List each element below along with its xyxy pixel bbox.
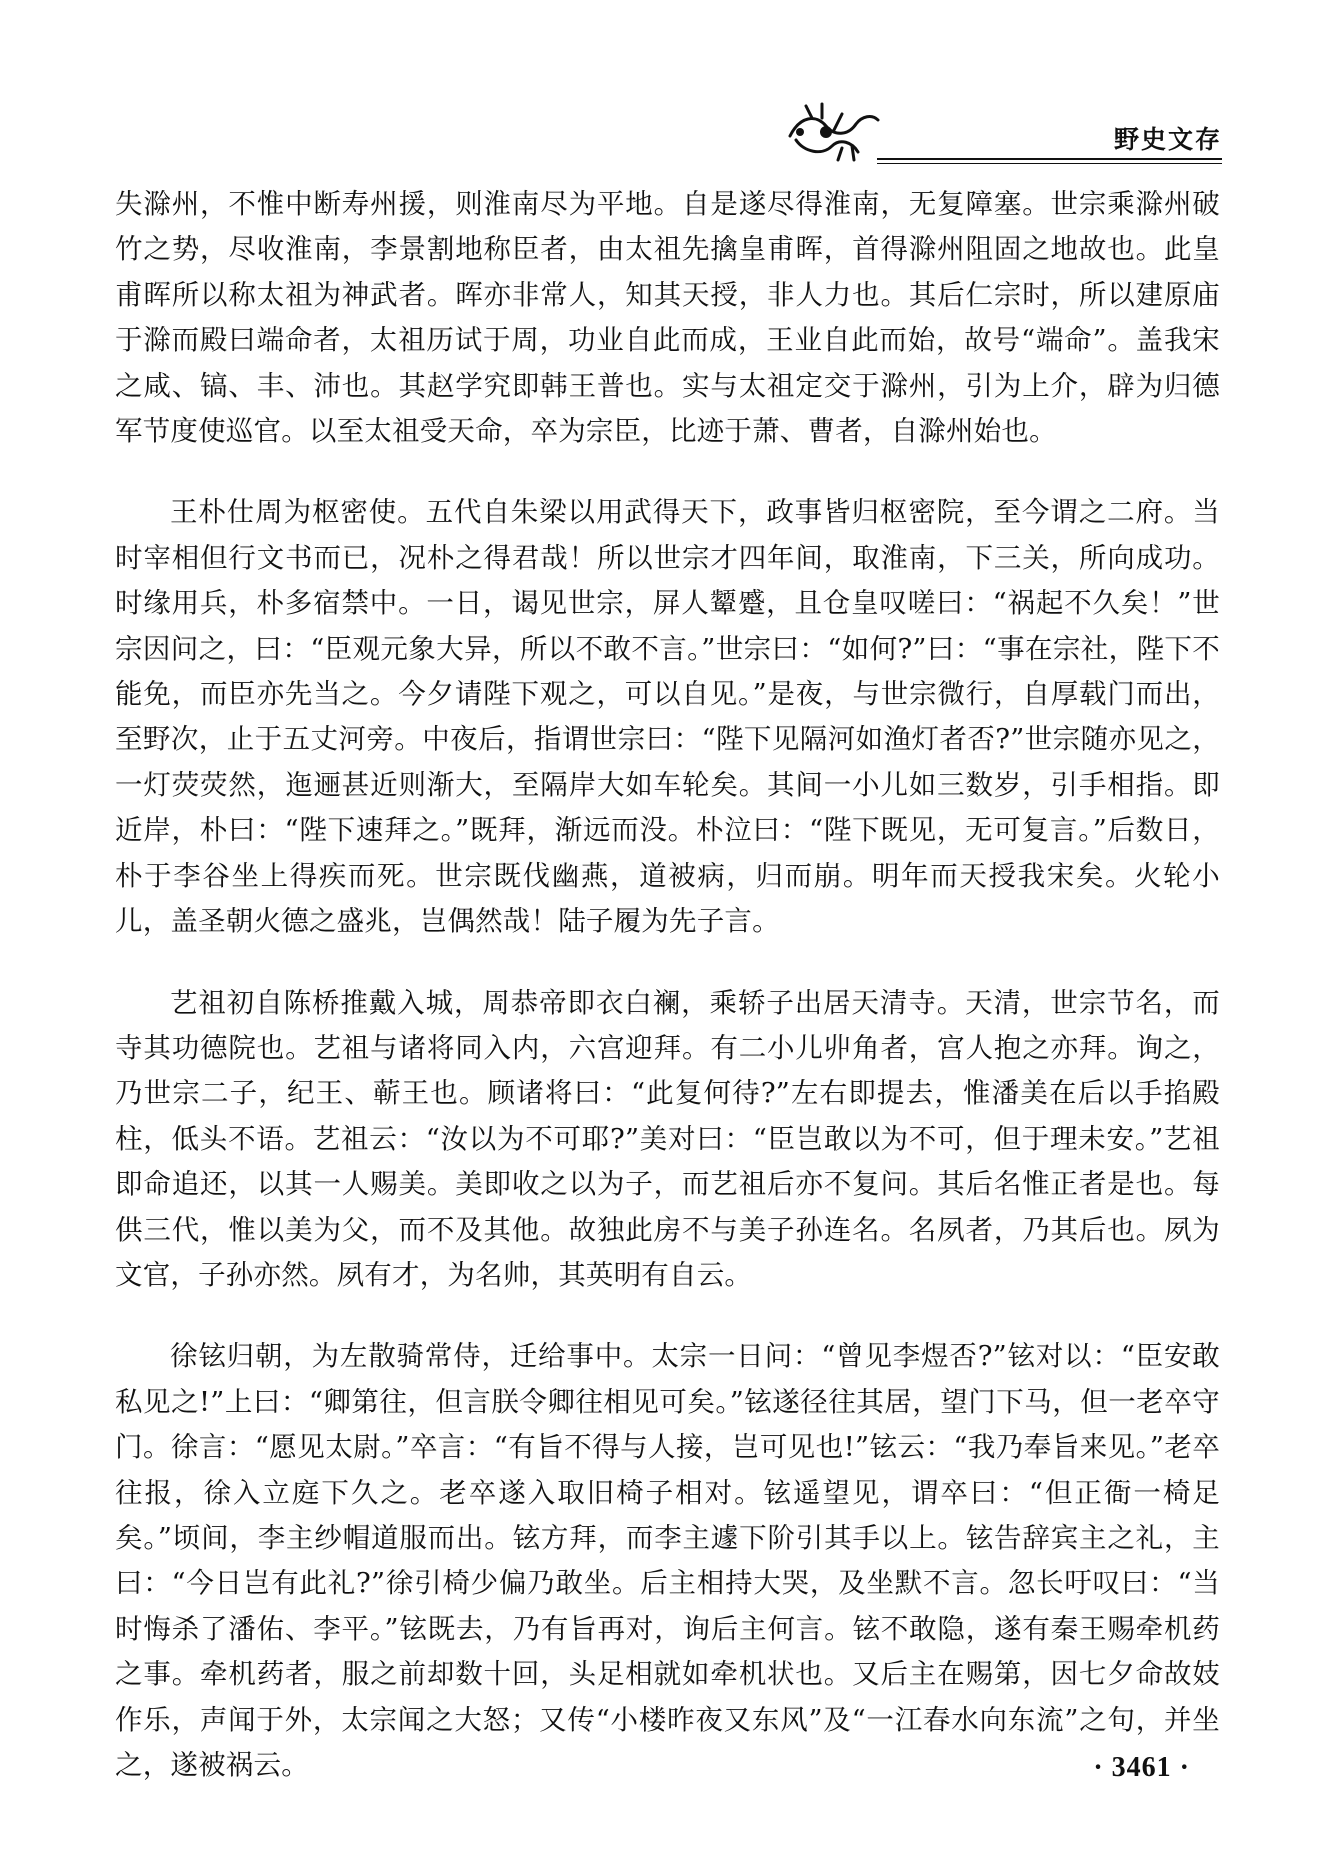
dragon-icon (782, 96, 882, 166)
paragraph: 艺祖初自陈桥推戴入城，周恭帝即衣白襕，乘轿子出居天清寺。天清，世宗节名，而寺其功德院也。艺祖与诸将同入内，六宫迎拜。有二小儿丱角者，宫人抱之亦拜。询之，乃世宗二子，纪王、蕲王也。顾诸将曰：“此复何待?”左右即提去，惟潘美在后以手掐殿柱，低头不语。艺祖云：“汝以为不可耶?”美对曰：“臣岂敢以为不可，但于理未安。”艺祖即命追还，以其一人赐美。美即收之以为子，而艺祖后亦不复问。其后名惟正者是也。每供三代，惟以美为父，而不及其他。故独此房不与美子孙连名。名夙者，乃其后也。夙为文官，子孙亦然。夙有才，为名帅，其英明有自云。 (115, 986, 1220, 1291)
header-rule-thin (877, 163, 1222, 164)
paragraph: 失滁州，不惟中断寿州援，则淮南尽为平地。自是遂尽得淮南，无复障塞。世宗乘滁州破竹之势，尽收淮南，李景割地称臣者，由太祖先擒皇甫晖，首得滁州阻固之地故也。此皇甫晖所以称太祖为神武者。晖亦非常人，知其天授，非人力也。其后仁宗时，所以建原庙于滁而殿曰端命者，太祖历试于周，功业自此而成，王业自此而始，故号“端命”。盖我宋之咸、镐、丰、沛也。其赵学究即韩王普也。实与太祖定交于滁州，引为上介，辟为归德军节度使巡官。以至太祖受天命，卒为宗臣，比迹于萧、曹者，自滁州始也。 (115, 188, 1220, 448)
paragraph: 徐铉归朝，为左散骑常侍，迁给事中。太宗一日问：“曾见李煜否?”铉对以：“臣安敢私见之!”上曰：“卿第往，但言朕令卿往相见可矣。”铉遂径往其居，望门下马，但一老卒守门。徐言：“愿见太尉。”卒言：“有旨不得与人接，岂可见也!”铉云：“我乃奉旨来见。”老卒往报，徐入立庭下久之。老卒遂入取旧椅子相对。铉遥望见，谓卒曰：“但正衙一椅足矣。”顷间，李主纱帽道服而出。铉方拜，而李主遽下阶引其手以上。铉告辞宾主之礼，主曰：“今日岂有此礼?”徐引椅少偏乃敢坐。后主相持大哭，及坐默不言。忽长吁叹曰：“当时悔杀了潘佑、李平。”铉既去，乃有旨再对，询后主何言。铉不敢隐，遂有秦王赐牵机药之事。牵机药者，服之前却数十回，头足相就如牵机状也。又后主在赐第，因七夕命故妓作乐，声闻于外，太宗闻之大怒；又传“小楼昨夜又东风”及“一江春水向东流”之句，并坐之，遂被祸云。 (115, 1340, 1220, 1781)
paragraph: 王朴仕周为枢密使。五代自朱梁以用武得天下，政事皆归枢密院，至今谓之二府。当时宰相但行文书而已，况朴之得君哉！所以世宗才四年间，取淮南，下三关，所向成功。时缘用兵，朴多宿禁中。一日，谒见世宗，屏人颦蹙，且仓皇叹嗟曰：“祸起不久矣！”世宗因问之，曰：“臣观元象大异，所以不敢不言。”世宗曰：“如何?”曰：“事在宗社，陛下不能免，而臣亦先当之。今夕请陛下观之，可以自见。”是夜，与世宗微行，自厚载门而出，至野次，止于五丈河旁。中夜后，指谓世宗曰：“陛下见隔河如渔灯者否?”世宗随亦见之，一灯荧荧然，迤逦甚近则渐大，至隔岸大如车轮矣。其间一小儿如三数岁，引手相指。即近岸，朴曰：“陛下速拜之。”既拜，渐远而没。朴泣曰：“陛下既见，无可复言。”后数日，朴于李谷坐上得疾而死。世宗既伐幽燕，道被病，归而崩。明年而天授我宋矣。火轮小儿，盖圣朝火德之盛兆，岂偶然哉！陆子履为先子言。 (115, 496, 1220, 938)
page-number: · 3461 · (1093, 1752, 1190, 1783)
running-header (782, 96, 1222, 168)
header-title: 野史文存 (1113, 125, 1222, 154)
header-rule (877, 158, 1222, 160)
page-body (115, 182, 1220, 1788)
